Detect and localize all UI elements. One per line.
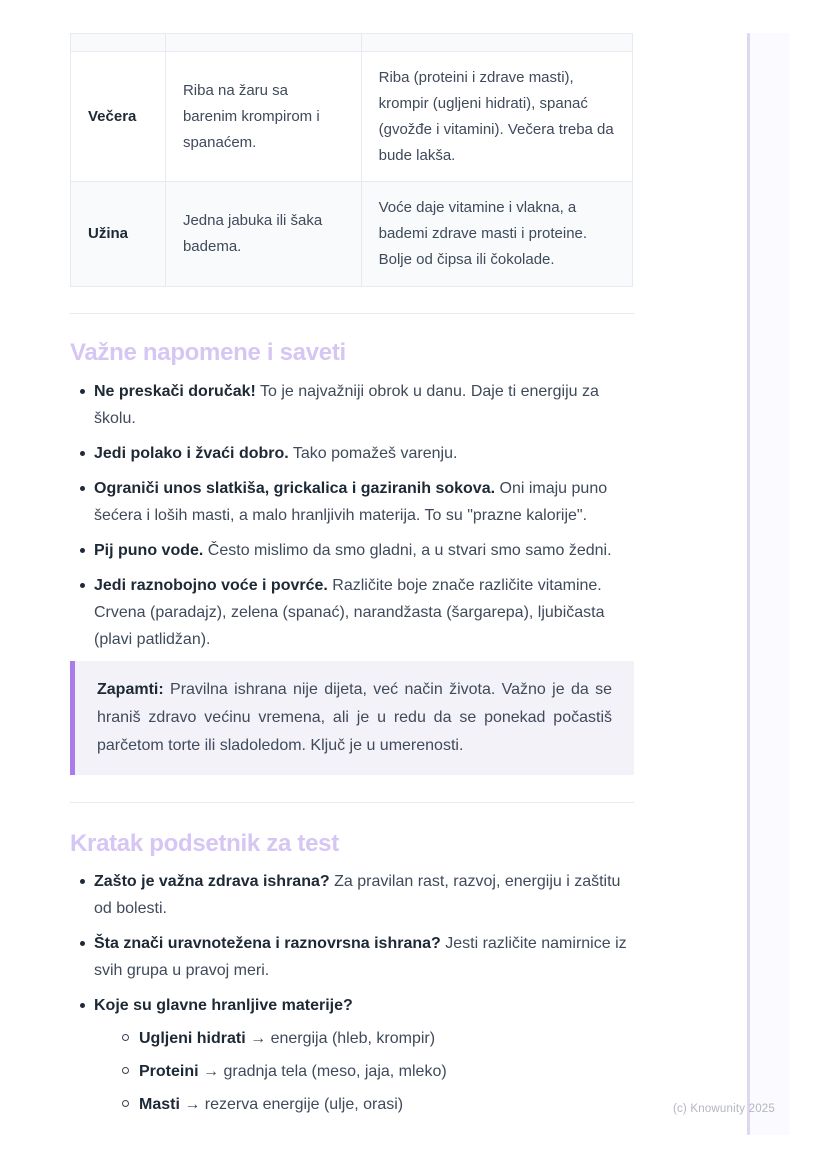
bullet-text: To je najvažniji obrok u danu. Daje ti energiju za školu.: [94, 383, 599, 427]
meal-table: [70, 33, 633, 287]
meal-benefit-cell: Riba (proteini i zdrave masti), krompir (ugljeni hidrati), spanać (gvožđe i vitamini). Večera treba da bude lakša.: [361, 52, 632, 182]
sub-bullet-text: → energija (hleb, krompir): [250, 1030, 436, 1047]
callout-text: Pravilna ishrana nije dijeta, već način života. Važno je da se hraniš zdravo većinu vremena, ali je u redu da se ponekad počastiš parčetom torte ili sladoledom. Ključ je u umerenosti.: [97, 681, 612, 754]
page-edge-panel: [750, 33, 789, 1135]
bullet-text: Jesti različite namirnice iz svih grupa u pravoj meri.: [94, 935, 627, 979]
sub-list-item: [115, 1025, 636, 1052]
bullet-lead: Ne preskači doručak!: [94, 383, 256, 400]
table-row: [71, 182, 633, 287]
sub-bullet-text: → rezerva energije (ulje, orasi): [184, 1096, 404, 1113]
list-item: [70, 537, 636, 564]
bullet-text: Za pravilan rast, razvoj, energiju i zaštitu od bolesti.: [94, 873, 621, 917]
callout-lead: Zapamti:: [97, 681, 164, 698]
bullet-lead: Šta znači uravnotežena i raznovrsna ishrana?: [94, 935, 441, 952]
sub-bullet-lead: Masti: [139, 1096, 180, 1113]
bullet-text: Različite boje znače različite vitamine. Crvena (paradajz), zelena (spanać), narandžasta (šargarepa), ljubičasta (plavi patlidžan).: [94, 577, 605, 648]
sub-list-item: [115, 1091, 636, 1118]
notes-bullet-list: [70, 378, 636, 653]
meal-name-cell: Večera: [71, 52, 166, 182]
table-cell: [165, 34, 361, 52]
sub-bullet-lead: Proteini: [139, 1063, 199, 1080]
meal-example-cell: Jedna jabuka ili šaka badema.: [165, 182, 361, 287]
section-divider: [70, 313, 634, 314]
bullet-text: Često mislimo da smo gladni, a u stvari smo samo žedni.: [207, 542, 612, 559]
section-divider: [70, 802, 634, 803]
sub-bullet-text: → gradnja tela (meso, jaja, mleko): [203, 1063, 447, 1080]
copyright-footer: (c) Knowunity 2025: [672, 1103, 775, 1115]
table-row-partial: [71, 34, 633, 52]
list-item: [70, 572, 636, 653]
sub-bullet-lead: Ugljeni hidrati: [139, 1030, 246, 1047]
section-title-reminder: Kratak podsetnik za test: [70, 830, 339, 857]
sub-list-item: [115, 1058, 636, 1085]
list-item: [70, 440, 636, 467]
meal-name-cell: Užina: [71, 182, 166, 287]
bullet-lead: Ograniči unos slatkiša, grickalica i gaziranih sokova.: [94, 480, 496, 497]
table-row: [71, 52, 633, 182]
bullet-text: Oni imaju puno šećera i loših masti, a malo hranljivih materija. To su "prazne kalorije".: [94, 480, 608, 524]
page-edge-divider: [747, 33, 750, 1135]
bullet-lead: Jedi polako i žvaći dobro.: [94, 445, 289, 462]
list-item: [70, 992, 636, 1118]
bullet-lead: Koje su glavne hranljive materije?: [94, 997, 353, 1014]
section-title-notes: Važne napomene i saveti: [70, 339, 346, 366]
list-item: [70, 475, 636, 529]
list-item: [70, 930, 636, 984]
table-cell: [71, 34, 166, 52]
bullet-lead: Jedi raznobojno voće i povrće.: [94, 577, 328, 594]
bullet-lead: Pij puno vode.: [94, 542, 204, 559]
list-item: [70, 378, 636, 432]
reminder-bullet-list: [70, 868, 636, 1118]
reminder-callout: [70, 661, 634, 775]
meal-example-cell: Riba na žaru sa barenim krompirom i spanaćem.: [165, 52, 361, 182]
nutrients-sub-list: [94, 1025, 636, 1118]
meal-benefit-cell: Voće daje vitamine i vlakna, a bademi zdrave masti i proteine. Bolje od čipsa ili čokolade.: [361, 182, 632, 287]
bullet-text: Tako pomažeš varenju.: [292, 445, 458, 462]
table-cell: [361, 34, 632, 52]
list-item: [70, 868, 636, 922]
bullet-lead: Zašto je važna zdrava ishrana?: [94, 873, 330, 890]
